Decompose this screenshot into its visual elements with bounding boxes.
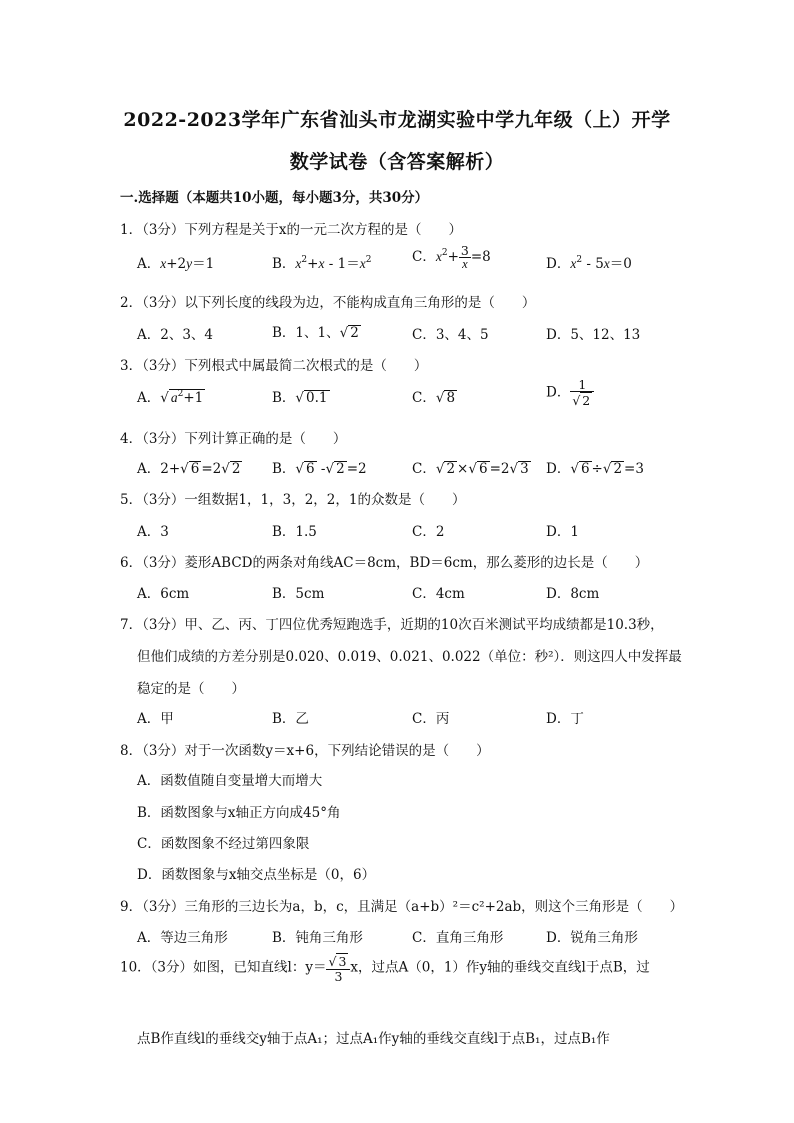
question-3-option-b: B．√ 0.1 [272,390,328,406]
question-1-option-c: C．$x^2+$ $\frac{3}{x}$ =8 [412,243,491,271]
question-2-option-c: C．3、4、5 [412,327,489,343]
question-5-option-b: B．1.5 [272,524,317,540]
question-2-option-d: D．5、12、13 [546,327,641,343]
question-3-option-c: C．√ 8 [412,390,456,406]
question-5-option-c: C．2 [412,524,445,540]
question-1-option-a: A．x+2y＝1 [137,256,215,272]
question-2-option-b: B．1、1、√ 2 [272,325,359,341]
question-8-stem: 8．（3分）对于一次函数y＝x+6，下列结论错误的是（ ） [120,743,490,759]
question-10-stem-line-2: 点B作直线l的垂线交y轴于点A₁；过点A₁作y轴的垂线交直线l于点B₁，过点B₁作 [137,1031,610,1047]
question-9-stem: 9．（3分）三角形的三边长为a，b，c，且满足（a+b）²＝c²+2ab，则这个三角形是（ ） [120,899,684,915]
question-9-option-d: D．锐角三角形 [546,930,638,946]
question-6-option-a: A．6cm [137,586,190,602]
question-7-stem-line-2: 但他们成绩的方差分别是0.020、0.019、0.021、0.022（单位：秒²）．则这四人中发挥最 [137,649,682,665]
question-9-option-a: A．等边三角形 [137,930,228,946]
question-1-option-d: D．$x^2 - 5x=0$ [546,255,632,272]
question-7-option-b: B．乙 [272,711,309,727]
section-heading: 一.选择题（本题共10小题，每小题3分，共30分） [120,190,429,206]
question-2-option-a: A．2、3、4 [137,327,214,343]
question-3-option-d: D． $\frac{1}{√ 2}$ [546,378,594,408]
question-4-option-b: B．√ 6 -√ 2 =2 [272,461,367,477]
question-4-option-d: D．√ 6 ÷√ 2 =3 [546,461,644,477]
question-6-option-c: C．4cm [412,586,465,602]
question-6-stem: 6．（3分）菱形ABCD的两条对角线AC＝8cm，BD＝6cm，那么菱形的边长是（ ） [120,555,649,571]
question-4-option-c: C．√ 2 ×√ 6 =2√ 3 [412,461,529,477]
question-5-option-a: A．3 [137,524,169,540]
question-4-stem: 4．（3分）下列计算正确的是（ ） [120,431,347,447]
exam-title-line-2: 数学试卷（含答案解析） [289,151,505,173]
question-7-option-d: D．丁 [546,711,584,727]
question-7-option-a: A．甲 [137,711,174,727]
question-2-stem: 2．（3分）以下列长度的线段为边，不能构成直角三角形的是（ ） [120,295,536,311]
question-4-option-a: A．2+√ 6 =2√ 2 [137,461,241,477]
question-9-option-b: B．钝角三角形 [272,930,363,946]
question-6-option-d: D．8cm [546,586,600,602]
question-3-stem: 3．（3分）下列根式中属最简二次根式的是（ ） [120,358,428,374]
question-3-option-a: A．√ $a^2+1$ [137,389,204,406]
question-10-stem: 10．（3分）如图，已知直线l：y＝ $\frac{√ 3}{3}$ x，过点A（0，1）作y轴的垂线交直线l于点B，过 [120,954,650,984]
question-1-option-b: B．$x^2+x - 1=x^2$ [272,255,372,272]
question-5-option-d: D．1 [546,524,579,540]
question-5-stem: 5．（3分）一组数据1，1，3，2，2，1的众数是（ ） [120,492,466,508]
question-6-option-b: B．5cm [272,586,325,602]
question-7-option-c: C．丙 [412,711,450,727]
question-8-option-c: C．函数图象不经过第四象限 [137,836,310,852]
question-7-stem: 7．（3分）甲、乙、丙、丁四位优秀短跑选手，近期的10次百米测试平均成绩都是10.3秒， [120,617,664,633]
question-8-option-b: B．函数图象与x轴正方向成45°角 [137,805,341,821]
question-8-option-d: D．函数图象与x轴交点坐标是（0，6） [137,867,376,883]
question-8-option-a: A．函数值随自变量增大而增大 [137,773,323,789]
question-7-stem-line-3: 稳定的是（ ） [137,681,245,697]
question-1-stem: 1．（3分）下列方程是关于x的一元二次方程的是（ ） [120,222,463,238]
exam-title-line-1: 2022-2023学年广东省汕头市龙湖实验中学九年级（上）开学 [123,109,671,131]
question-9-option-c: C．直角三角形 [412,930,504,946]
